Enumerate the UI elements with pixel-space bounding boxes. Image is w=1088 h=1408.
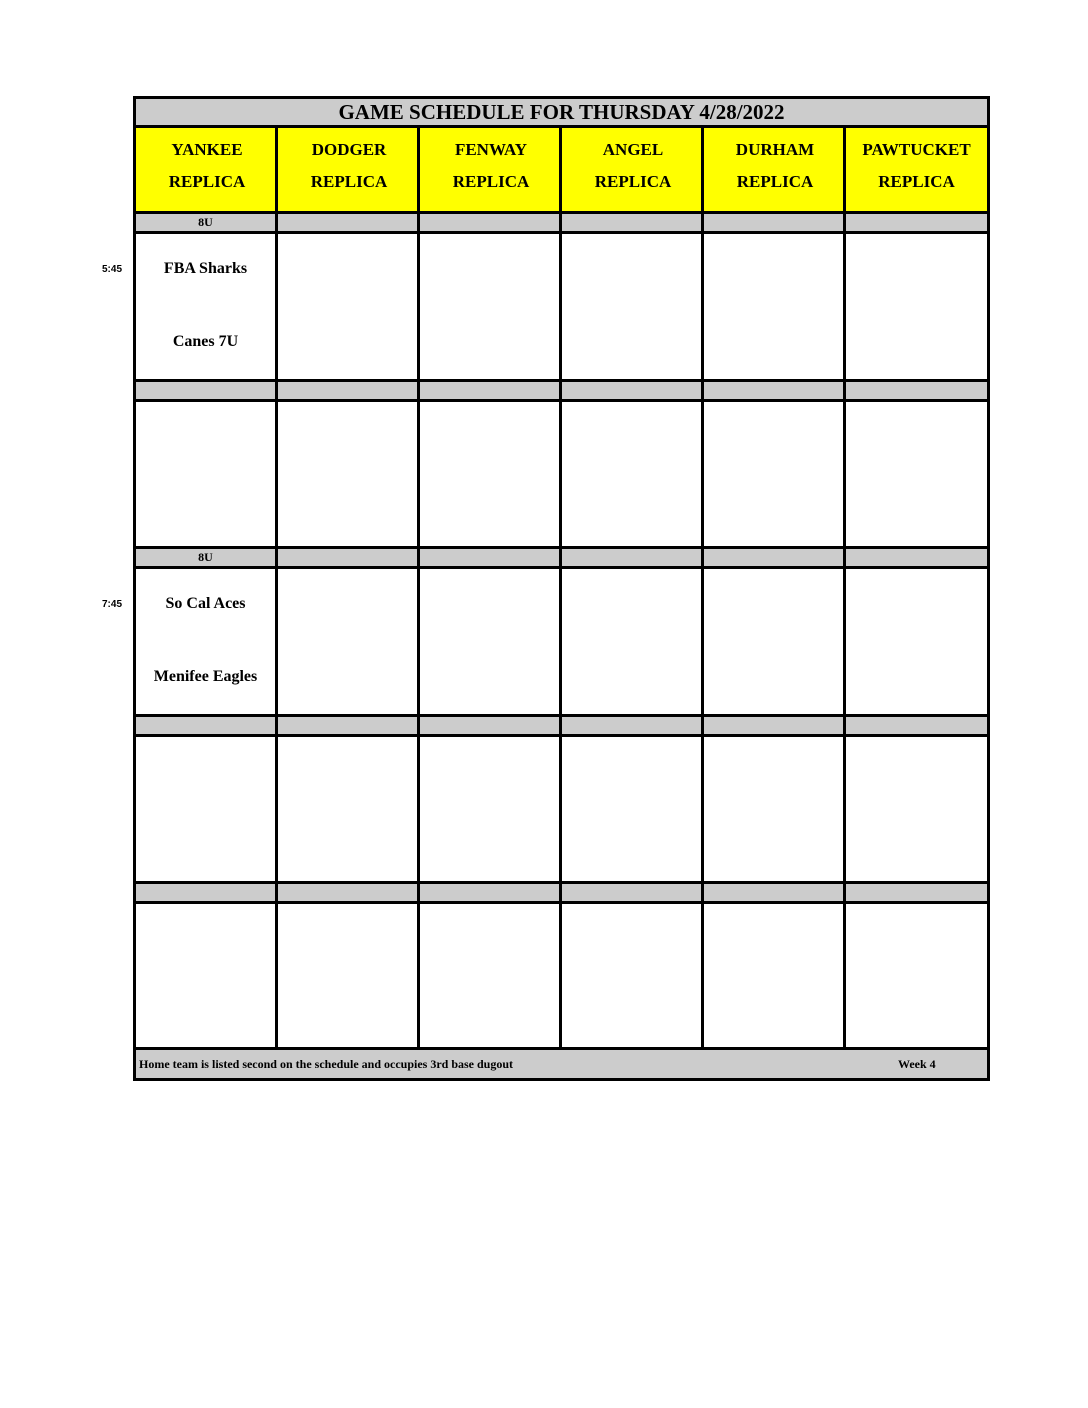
column-divider	[843, 128, 846, 1049]
slot-time-3: 7:45	[101, 599, 122, 610]
page-title: GAME SCHEDULE FOR THURSDAY 4/28/2022	[136, 99, 987, 128]
slot-division-3: 8U	[198, 550, 213, 564]
column-divider	[701, 128, 704, 1049]
slot-1-away-team: FBA Sharks	[163, 260, 248, 277]
field-header-fenway: FENWAY REPLICA	[420, 128, 562, 214]
slot-1-home-team: Canes 7U	[172, 333, 239, 350]
column-divider	[417, 128, 420, 1049]
field-header-durham: DURHAM REPLICA	[704, 128, 846, 214]
field-header-pawtucket: PAWTUCKET REPLICA	[846, 128, 987, 214]
week-label: Week 4	[898, 1057, 936, 1071]
footer-bar	[136, 1047, 987, 1078]
schedule-table	[133, 96, 990, 1081]
slot-division-1: 8U	[198, 215, 213, 229]
field-header-dodger: DODGER REPLICA	[278, 128, 420, 214]
slot-3-away-team: So Cal Aces	[165, 595, 246, 612]
field-header-yankee: YANKEE REPLICA	[136, 128, 278, 214]
column-divider	[275, 128, 278, 1049]
slot-time-1: 5:45	[101, 264, 122, 275]
column-divider	[559, 128, 562, 1049]
slot-3-home-team: Menifee Eagles	[153, 668, 258, 685]
home-team-note: Home team is listed second on the schedule and occupies 3rd base dugout	[139, 1057, 514, 1071]
field-header-angel: ANGEL REPLICA	[562, 128, 704, 214]
